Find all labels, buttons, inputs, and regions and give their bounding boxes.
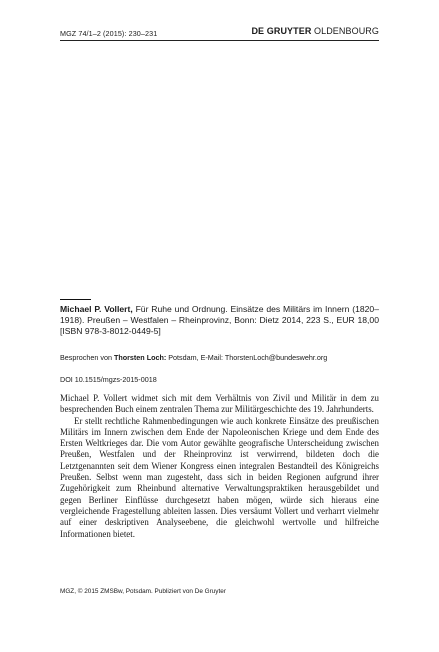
book-citation	[60, 304, 379, 338]
reviewer-prefix: Besprochen von	[60, 353, 112, 362]
page-footer: MGZ, © 2015 ZMSBw, Potsdam. Publiziert von De Gruyter	[60, 588, 226, 595]
reviewer-name: Thorsten Loch:	[113, 353, 167, 362]
publisher-logo	[251, 26, 379, 36]
review-body	[60, 393, 379, 540]
section-rule	[60, 299, 91, 300]
reviewer-line	[60, 353, 379, 362]
header-divider	[60, 40, 379, 41]
body-paragraph: Michael P. Vollert widmet sich mit dem Verhältnis von Zivil und Militär in dem zu besprechenden Buch einem zentralen Thema zur Militärgeschichte des 19. Jahrhunderts.	[60, 393, 379, 415]
journal-reference: MGZ 74/1–2 (2015): 230–231	[60, 29, 158, 38]
citation-text: Für Ruhe und Ordnung. Einsätze des Militärs im Innern (1820–1918). Preußen – Westfalen – Rheinprovinz, Bonn: Dietz 2014, 223 S., EUR 18,00 [ISBN 978-3-8012-0449-5]	[60, 304, 379, 337]
body-paragraph: Er stellt rechtliche Rahmenbedingungen wie auch konkrete Einsätze des preußischen Militärs im Innern zwischen dem Ende der Napoleonischen Kriege und dem Ende des Ersten Weltkrieges dar. Die vom Autor gewählte geografische Unterscheidung zwischen Preußen, Westfalen und der Rheinprovinz ist verwirrend, bildeten doch die Letztgenannten seit dem Wiener Kongress einen integralen Bestandteil des Königreichs Preußen. Selbst wenn man zugesteht, dass sich in beiden Regionen aufgrund ihrer Zugehörigkeit zum Rheinbund alternative Verwaltungspraktiken herausgebildet und gegen Berliner Einflüsse durchgesetzt haben mögen, würde sich hieraus eine vergleichende Fragestellung ableiten lassen. Dies versäumt Vollert und verharrt vielmehr auf einer deskriptiven Analyseebene, die gleichwohl wertvolle und hilfreiche Informationen bietet.	[60, 415, 379, 539]
citation-author: Michael P. Vollert,	[60, 304, 133, 314]
reviewer-details: Potsdam, E-Mail: ThorstenLoch@bundeswehr.org	[168, 353, 328, 362]
publisher-imprint: OLDENBOURG	[313, 26, 379, 36]
publisher-brand: DE GRUYTER	[251, 26, 312, 36]
doi-link[interactable]: DOI 10.1515/mgzs-2015-0018	[60, 375, 157, 384]
